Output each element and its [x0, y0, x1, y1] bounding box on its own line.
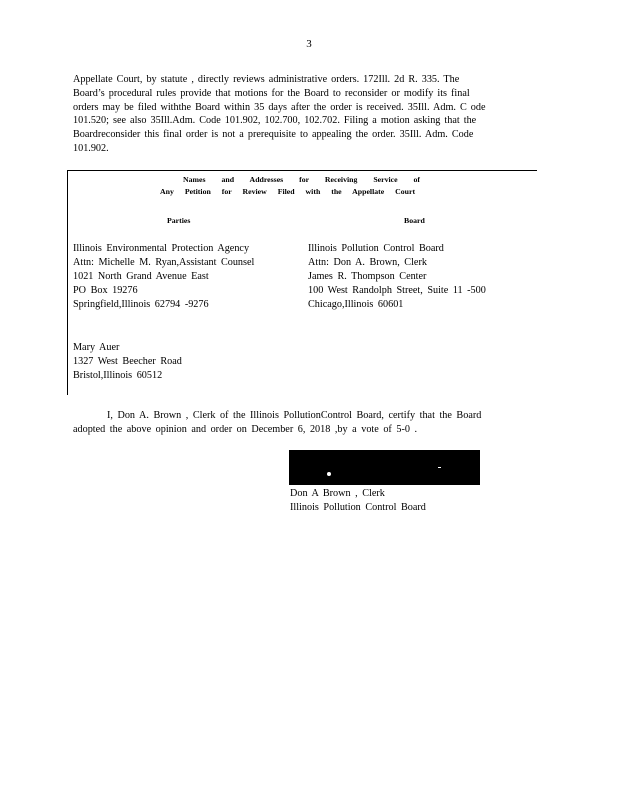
- signer-organization: Illinois Pollution Control Board: [290, 502, 426, 513]
- signature-mark: [327, 472, 331, 476]
- signer-name: Don A Brown , Clerk: [290, 488, 385, 499]
- board-heading: Board: [404, 216, 425, 225]
- address-line: Attn: Michelle M. Ryan,Assistant Counsel: [73, 257, 255, 268]
- redacted-signature: [289, 450, 480, 485]
- address-line: 100 West Randolph Street, Suite 11 -500: [308, 285, 486, 296]
- address-line: PO Box 19276: [73, 285, 138, 296]
- party-epa-address: [73, 242, 254, 312]
- signature-mark: [438, 467, 441, 468]
- address-line: Bristol,Illinois 60512: [73, 370, 163, 381]
- address-line: Attn: Don A. Brown, Clerk: [308, 257, 427, 268]
- clerk-certification: [73, 409, 521, 437]
- paragraph-line: 101.902.: [73, 142, 109, 154]
- paragraph-line: Board’s procedural rules provide that motions for the Board to reconsider or modify its final: [73, 87, 470, 99]
- appellate-paragraph: [73, 73, 521, 156]
- table-top-border: [67, 170, 537, 171]
- paragraph-line: Appellate Court, by statute , directly reviews administrative orders. 172Ill. 2d R. 335. The: [73, 74, 460, 85]
- address-line: 1021 North Grand Avenue East: [73, 271, 209, 282]
- paragraph-line: orders may be filed withthe Board within 35 days after the order is received. 35Ill. Adm. C ode: [73, 101, 486, 113]
- table-header-line-2: Any Petition for Review Filed with the Appellate Court: [160, 187, 416, 196]
- signature-block: [290, 487, 426, 515]
- page-number: 3: [306, 38, 312, 50]
- address-line: Illinois Environmental Protection Agency: [73, 243, 250, 254]
- certification-line: I, Don A. Brown , Clerk of the Illinois PollutionControl Board, certify that the Board: [107, 410, 482, 421]
- address-line: Chicago,Illinois 60601: [308, 299, 404, 310]
- paragraph-line: Boardreconsider this final order is not a prerequisite to appealing the order. 35Ill. Adm. Code: [73, 129, 474, 141]
- address-line: Mary Auer: [73, 342, 120, 353]
- address-line: Springfield,Illinois 62794 -9276: [73, 299, 209, 310]
- parties-heading: Parties: [167, 216, 191, 225]
- address-line: James R. Thompson Center: [308, 271, 427, 282]
- paragraph-line: 101.520; see also 35Ill.Adm. Code 101.902, 102.700, 102.702. Filing a motion asking that the: [73, 115, 477, 127]
- address-line: 1327 West Beecher Road: [73, 356, 182, 367]
- party-auer-address: [73, 341, 182, 383]
- board-address: [308, 242, 486, 312]
- table-left-border: [67, 170, 68, 395]
- certification-line: adopted the above opinion and order on December 6, 2018 ,by a vote of 5-0 .: [73, 424, 418, 435]
- table-header-line-1: Names and Addresses for Receiving Service of: [183, 175, 421, 184]
- address-line: Illinois Pollution Control Board: [308, 243, 444, 254]
